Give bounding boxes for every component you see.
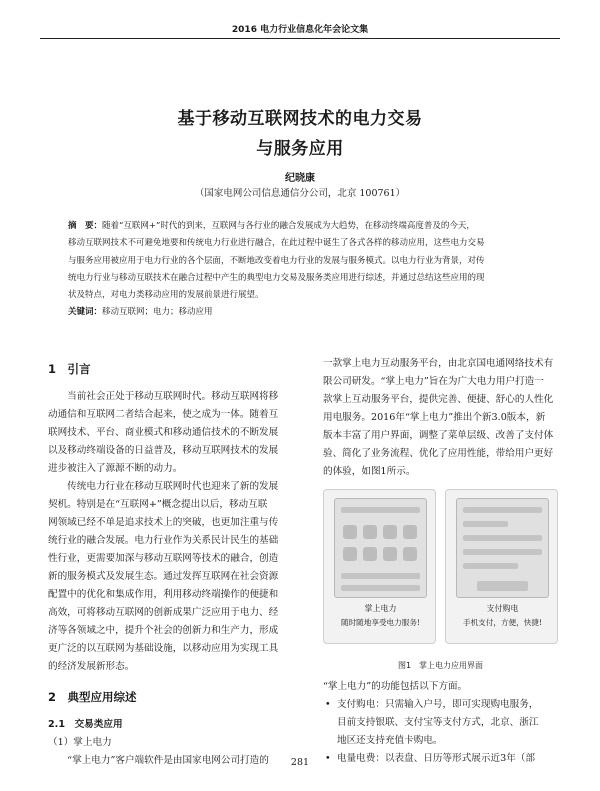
header-rule bbox=[40, 38, 560, 39]
body-line: 济等各领域之中，提升个社会的创新力和生产力，形成 bbox=[48, 625, 279, 636]
body-line: 用电服务。2016年“掌上电力”推出个新3.0版本，新 bbox=[323, 412, 546, 423]
abstract bbox=[68, 218, 538, 322]
body-line: 配置中的优化和集成作用，利用移动终端操作的便捷和 bbox=[48, 589, 279, 600]
content-bar bbox=[341, 585, 420, 591]
body-line: 动通信和互联网二者结合起来，使之成为一体。随着互 bbox=[48, 409, 279, 420]
figure-left-subtitle: 随时随地享受电力服务! bbox=[341, 618, 420, 627]
body-line: 网领域已经不单是追求技术上的突破，也更加注重与传 bbox=[48, 517, 279, 528]
bullet-continuation: 目前支持银联、支付宝等支付方式，北京、浙江 bbox=[337, 717, 539, 728]
app-tile bbox=[343, 525, 357, 539]
author: 纪晓康 bbox=[285, 173, 315, 184]
running-head: 2016 电力行业信息化年会论文集 bbox=[231, 25, 369, 35]
section1-heading: 1 引言 bbox=[48, 362, 91, 376]
app-tile bbox=[363, 547, 377, 561]
features-intro: “掌上电力”的功能包括以下方面。 bbox=[323, 681, 468, 692]
app-tile bbox=[383, 547, 397, 561]
figure-right-title: 支付购电 bbox=[486, 604, 519, 613]
body-line: 更广泛的以互联网为基础设施，以移动应用为实现工具 bbox=[48, 643, 279, 654]
phone-screen bbox=[456, 498, 549, 598]
keywords bbox=[68, 304, 538, 321]
paper-title-line1: 基于移动互联网技术的电力交易 bbox=[177, 109, 423, 129]
subsection-heading: 2.1 交易类应用 bbox=[48, 719, 123, 730]
header-bar bbox=[463, 507, 542, 513]
body-line: 统行业的融合发展。电力行业作为关系民计民生的基础 bbox=[48, 535, 279, 546]
feature-list bbox=[323, 678, 558, 768]
body-line: 的经济发展新形态。 bbox=[48, 661, 135, 672]
right-column bbox=[323, 355, 558, 481]
body-line: 限公司研发。“掌上电力”旨在为广大电力用户打造一 bbox=[323, 376, 544, 387]
paper-title-line2: 与服务应用 bbox=[256, 139, 344, 159]
abstract-text: 随着“互联网+”时代的到来，互联网与各行业的融合发展成为大趋势，在移动终端高度普及的今天， bbox=[102, 221, 475, 231]
content-bar bbox=[463, 521, 508, 527]
abstract-line: 状及特点，对电力类移动应用的发展前景进行展望。 bbox=[68, 290, 264, 301]
body-line: 当前社会正处于移动互联网时代。移动互联网将移 bbox=[48, 391, 279, 402]
pay-button bbox=[477, 581, 528, 591]
bullet-text: 电量电费：以表盘、日历等形式展示近3年（部 bbox=[337, 753, 535, 764]
app-tile bbox=[343, 547, 357, 561]
bullet-item bbox=[323, 696, 558, 714]
item-heading: （1）掌上电力 bbox=[48, 737, 112, 748]
content-bar bbox=[463, 535, 542, 541]
section2-heading: 2 典型应用综述 bbox=[48, 690, 137, 704]
bullet-continuation: 地区还支持充值卡购电。 bbox=[337, 735, 443, 746]
app-tile bbox=[403, 525, 417, 539]
keywords-text: 移动互联网；电力；移动应用 bbox=[102, 307, 213, 318]
app-screenshot-right bbox=[445, 489, 558, 644]
content-bar bbox=[463, 563, 518, 569]
body-line: 以及移动终端设备的日益普及，移动互联网技术的发展 bbox=[48, 445, 279, 456]
figure-caption: 图1 掌上电力应用界面 bbox=[397, 661, 484, 670]
content-bar bbox=[341, 573, 420, 579]
bullet-dot: • bbox=[325, 753, 331, 764]
body-line: 进步被注入了源源不断的动力。 bbox=[48, 463, 183, 474]
left-column bbox=[48, 358, 300, 770]
abstract-line: 统电力行业与移动互联技术在融合过程中产生的典型电力交易及服务类应用进行综述，并通过总结这些应用的现 bbox=[68, 272, 485, 283]
app-tile bbox=[383, 525, 397, 539]
figure-left-title: 掌上电力 bbox=[364, 604, 397, 613]
content-bar bbox=[463, 549, 542, 555]
body-line: 性行业，更需要加深与移动互联网等技术的融合，创造 bbox=[48, 553, 279, 564]
body-line: 款掌上互动服务平台，提供完善、便捷、舒心的人性化 bbox=[323, 394, 554, 405]
abstract-line bbox=[68, 218, 538, 235]
figure-1 bbox=[323, 489, 558, 651]
body-line: 传统电力行业在移动互联网时代也迎来了新的发展 bbox=[48, 481, 279, 492]
abstract-label: 摘 要： bbox=[68, 221, 103, 231]
keywords-label: 关键词： bbox=[68, 307, 103, 318]
app-tile bbox=[403, 547, 417, 561]
body-line: 契机。特别是在“互联网+”概念提出以后，移动互联 bbox=[48, 499, 268, 510]
bullet-dot: • bbox=[325, 699, 331, 710]
abstract-line: 移动互联网技术不可避免地要和传统电力行业进行融合，在此过程中诞生了各式各样的移动应用，这些电力交易 bbox=[68, 238, 485, 249]
app-tile bbox=[363, 525, 377, 539]
page-number: 281 bbox=[290, 757, 310, 768]
header-bar bbox=[341, 507, 420, 513]
abstract-line: 与服务应用被应用于电力行业的各个层面，不断地改变着电力行业的发展与服务模式。以电力行业为背景，对传 bbox=[68, 255, 485, 266]
body-line: 联网技术、平台、商业模式和移动通信技术的不断发展 bbox=[48, 427, 279, 438]
bullet-text: 支付购电：只需输入户号，即可实现购电服务， bbox=[337, 699, 539, 710]
body-line: 高效，可将移动互联网的创新成果广泛应用于电力、经 bbox=[48, 607, 279, 618]
affiliation: （国家电网公司信息通信分公司，北京 100761） bbox=[194, 188, 406, 199]
phone-screen bbox=[334, 498, 427, 598]
body-line: 的体验，如图1所示。 bbox=[323, 466, 416, 477]
body-line: 新的服务模式及发展生态。通过发挥互联网在社会资源 bbox=[48, 571, 279, 582]
body-line: 一款掌上电力互动服务平台，由北京国电通网络技术有 bbox=[323, 358, 554, 369]
figure-right-subtitle: 手机支付，方便，快捷! bbox=[463, 618, 542, 627]
body-line: “掌上电力”客户端软件是由国家电网公司打造的 bbox=[48, 755, 269, 766]
app-screenshot-left bbox=[323, 489, 436, 644]
body-line: 版本丰富了用户界面，调整了菜单层级、改善了支付体 bbox=[323, 430, 554, 441]
body-line: 验、简化了业务流程、优化了应用性能，带给用户更好 bbox=[323, 448, 554, 459]
